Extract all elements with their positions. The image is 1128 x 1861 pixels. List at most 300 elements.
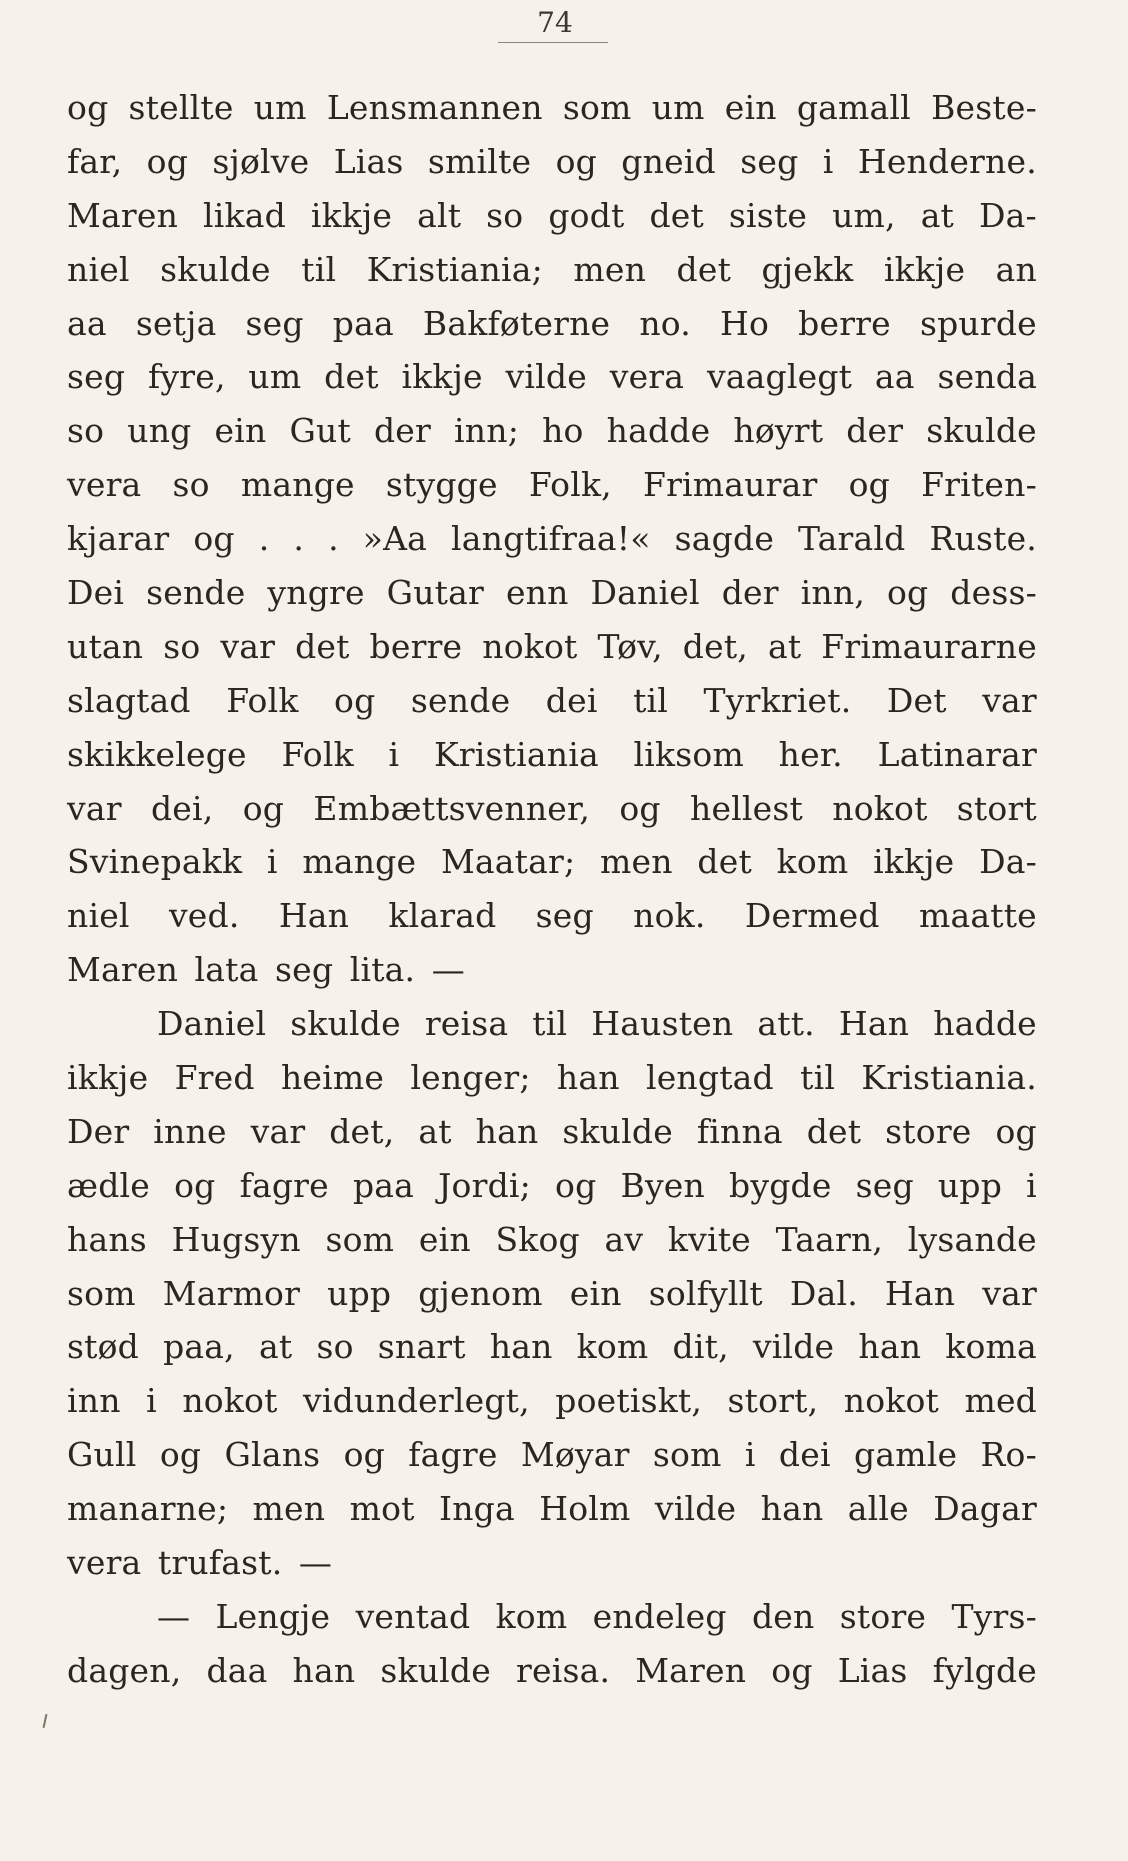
text-line (67, 950, 1037, 1004)
word: Daniel (157, 1004, 267, 1044)
word: Lensmannen (326, 88, 543, 127)
word: Tøv, (597, 626, 663, 666)
word: likad (202, 195, 286, 235)
word: dei (545, 680, 598, 720)
word: koma (945, 1327, 1037, 1367)
text-line (67, 357, 1037, 411)
word: heime (280, 1058, 385, 1098)
text-line (67, 1058, 1037, 1112)
word: mange (302, 842, 417, 882)
word: vera (67, 1543, 142, 1583)
word: mot (349, 1489, 415, 1529)
word: Han (838, 1004, 910, 1044)
word: so (486, 195, 524, 235)
word: an (995, 249, 1037, 289)
word: reisa (424, 1004, 509, 1044)
word: i (266, 842, 278, 882)
word: stellte (128, 88, 234, 127)
word: skikkelege (67, 734, 247, 774)
text-line (67, 1274, 1037, 1328)
word: »Aa (362, 519, 428, 559)
word: dit, (672, 1327, 729, 1367)
word: Frimaurar (642, 465, 818, 505)
text-line (67, 1112, 1037, 1166)
word: Inga (438, 1489, 515, 1529)
word: smilte (427, 141, 532, 181)
word: av (604, 1219, 644, 1259)
word: Glans (224, 1435, 321, 1475)
word: klarad (388, 896, 497, 936)
word: — (298, 1543, 333, 1583)
word: ikkje (883, 249, 966, 289)
word: hadde (933, 1004, 1037, 1044)
text-line (67, 1651, 1037, 1705)
word: Det (886, 680, 947, 720)
word: som (562, 88, 632, 127)
word: Maatar; (440, 842, 576, 882)
word: kjarar (67, 519, 170, 559)
word: lysande (907, 1219, 1037, 1259)
text-line (67, 573, 1037, 627)
word: og (343, 1435, 385, 1475)
word: Daniel (590, 573, 700, 613)
word: og (67, 88, 109, 127)
word: Gut (289, 411, 351, 451)
word: og (619, 788, 661, 828)
word: — (431, 950, 465, 990)
word: og (159, 1435, 202, 1475)
word: inn; (454, 411, 520, 451)
word: Folk (281, 734, 354, 774)
word: um (248, 357, 302, 397)
word: at (920, 195, 955, 235)
word: skulde (926, 411, 1037, 451)
word: det, (329, 1111, 395, 1151)
word: manarne; (67, 1489, 229, 1529)
word: vera (67, 465, 142, 505)
word: det (649, 195, 704, 235)
word: aa (67, 303, 107, 343)
word: i (146, 1381, 157, 1421)
word: seg (67, 357, 126, 397)
word: Holm (539, 1489, 631, 1529)
word: skulde (380, 1650, 491, 1690)
word: so (172, 465, 210, 505)
word: som (67, 1273, 136, 1313)
word: daa (206, 1650, 268, 1690)
word: Ro- (980, 1435, 1037, 1475)
word: solfyllt (648, 1273, 763, 1313)
word: til (800, 1058, 836, 1098)
word: seg (275, 950, 334, 990)
word: mange (240, 465, 355, 505)
text-line (67, 1435, 1037, 1489)
page-number: 74 (537, 6, 573, 39)
word: fylgde (932, 1650, 1037, 1690)
word: til (633, 680, 669, 720)
word: Han (278, 896, 350, 936)
word: stød (67, 1327, 139, 1367)
word: sagde (674, 519, 775, 559)
word: gamall (796, 88, 911, 127)
text-line (67, 681, 1037, 735)
word: nokot (182, 1381, 278, 1421)
word: . (258, 519, 270, 559)
word: att. (757, 1004, 815, 1044)
word: so (67, 411, 105, 451)
text-line (67, 1597, 1037, 1651)
word: fyre, (147, 357, 226, 397)
text-line (67, 1166, 1037, 1220)
word: skulde (562, 1111, 673, 1151)
word: vaaglegt (706, 357, 853, 397)
word: der (721, 573, 779, 613)
text-line (67, 1489, 1037, 1543)
word: poetiskt, (555, 1381, 703, 1421)
word: niel (67, 249, 130, 289)
word: reisa. (515, 1650, 611, 1690)
word: men (252, 1489, 326, 1529)
word: aa (874, 357, 915, 397)
word: Svinepakk (67, 842, 243, 882)
word: og (334, 680, 376, 720)
word: men (600, 842, 673, 882)
word: det (324, 357, 379, 397)
word: paa (332, 303, 394, 343)
word: nokot (482, 626, 578, 666)
word: Byen (620, 1165, 705, 1205)
word: no. (639, 303, 691, 343)
word: han (760, 1489, 824, 1529)
word: Jordi; (438, 1165, 531, 1205)
word: kvite (667, 1219, 751, 1259)
word: seg (855, 1165, 914, 1205)
text-line (67, 142, 1037, 196)
word: til (532, 1004, 568, 1044)
word: Maren (67, 195, 179, 235)
word: stort, (727, 1381, 819, 1421)
word: um, (832, 195, 896, 235)
word: lengtad (645, 1058, 774, 1098)
word: maatte (919, 896, 1037, 936)
word: ein (418, 1219, 471, 1259)
word: lenger; (410, 1058, 531, 1098)
word: Der (67, 1111, 130, 1151)
word: Bakføterne (422, 303, 611, 343)
word: ikkje (67, 1058, 149, 1098)
word: Da- (979, 842, 1037, 882)
word: liksom (633, 734, 744, 774)
word: ein (569, 1273, 622, 1313)
word: ædle (67, 1165, 151, 1205)
word: upp (327, 1273, 392, 1313)
word: i (388, 734, 400, 774)
word: seg (740, 141, 799, 181)
word: um (651, 88, 705, 127)
word: vilde (752, 1327, 835, 1367)
word: dagen, (67, 1650, 182, 1690)
word: i (822, 141, 834, 181)
word: og (555, 141, 597, 181)
word: Marmor (162, 1273, 301, 1313)
word: Embættsvenner, (313, 788, 591, 828)
word: og (555, 1165, 597, 1205)
word: far, (67, 141, 123, 181)
word: Møyar (520, 1435, 630, 1475)
word: han (475, 1111, 539, 1151)
text-line (67, 627, 1037, 681)
word: det (676, 249, 732, 289)
text-line (67, 1543, 1037, 1597)
word: lita. (349, 950, 416, 990)
word: lata (194, 950, 259, 990)
word: hadde (606, 411, 711, 451)
word: ikkje (401, 357, 483, 397)
word: Ho (720, 303, 770, 343)
word: utan (67, 626, 144, 666)
word: her. (778, 734, 843, 774)
word: Latinarar (877, 734, 1037, 774)
word: skulde (290, 1004, 401, 1044)
word: han (858, 1327, 922, 1367)
word: Taarn, (775, 1219, 884, 1259)
word: Kristiania. (861, 1058, 1037, 1098)
word: Hausten (591, 1004, 734, 1044)
word: seg (245, 303, 304, 343)
word: han (489, 1327, 553, 1367)
word: ventad (355, 1596, 471, 1636)
word: han (292, 1650, 356, 1690)
word: endeleg (592, 1596, 727, 1636)
word: gneid (621, 141, 716, 181)
word: um (253, 88, 307, 127)
text-line (67, 1381, 1037, 1435)
word: sende (146, 573, 246, 613)
word: hellest (689, 788, 804, 828)
word: var (220, 626, 276, 666)
word: so (163, 626, 201, 666)
word: og (242, 788, 285, 828)
word: stygge (385, 465, 498, 505)
word: upp (937, 1165, 1003, 1205)
word: ho (542, 411, 584, 451)
word: dess- (950, 573, 1037, 613)
body-text (67, 88, 1037, 1705)
word: Folk, (528, 465, 612, 505)
word: slagtad (67, 680, 191, 720)
word: og (193, 519, 235, 559)
word: det (295, 626, 350, 666)
word: inn (67, 1381, 121, 1421)
word: Henderne. (857, 141, 1037, 181)
word: stort (956, 788, 1037, 828)
word: dei, (150, 788, 214, 828)
word: og (771, 1650, 813, 1690)
word: paa, (163, 1327, 235, 1367)
word: nokot (832, 788, 928, 828)
word: Fred (174, 1058, 255, 1098)
word: det (806, 1111, 862, 1151)
word: var (982, 1273, 1037, 1313)
word: og (146, 141, 189, 181)
word: berre (369, 626, 463, 666)
word: at (418, 1111, 452, 1151)
word: so (316, 1327, 354, 1367)
word: Tyrkriet. (703, 680, 852, 720)
word: med (964, 1381, 1037, 1421)
word: Skog (495, 1219, 580, 1259)
word: Ruste. (929, 519, 1037, 559)
word: Tarald (798, 519, 906, 559)
word: inn, (800, 573, 866, 613)
word: godt (548, 195, 625, 235)
word: ung (127, 411, 192, 451)
word: nokot (843, 1381, 940, 1421)
word: fagre (239, 1165, 329, 1205)
word: Dal. (789, 1273, 858, 1313)
word: til (301, 249, 337, 289)
word: store (885, 1111, 972, 1151)
text-line (67, 250, 1037, 304)
word: Gutar (386, 573, 484, 613)
word: som (325, 1219, 395, 1259)
word: bygde (729, 1165, 832, 1205)
page-number-rule (498, 42, 608, 43)
word: Beste- (931, 88, 1037, 127)
word: der (846, 411, 904, 451)
text-line (67, 735, 1037, 789)
word: i (744, 1435, 756, 1475)
word: Folk (226, 680, 299, 720)
word: vera (609, 357, 685, 397)
word: alle (847, 1489, 909, 1529)
word: vilde (505, 357, 587, 397)
word: nok. (633, 896, 706, 936)
word: berre (798, 303, 891, 343)
word: paa (352, 1165, 415, 1205)
word: . (328, 519, 339, 559)
word: gjenom (418, 1273, 543, 1313)
word: der (373, 411, 432, 451)
text-line (67, 519, 1037, 573)
word: som (652, 1435, 722, 1475)
word: sjølve (212, 141, 310, 181)
word: ikkje (310, 195, 393, 235)
word: siste (728, 195, 808, 235)
word: store (839, 1596, 927, 1636)
word: kom (495, 1596, 568, 1636)
word: Kristiania; (366, 249, 543, 289)
text-line (67, 1327, 1037, 1381)
word: vidunderlegt, (303, 1381, 530, 1421)
word: gjekk (761, 249, 854, 289)
word: hans (67, 1219, 147, 1259)
word: trufast. (157, 1543, 283, 1583)
text-line (67, 411, 1037, 465)
word: Maren (67, 950, 179, 990)
word: at (767, 626, 802, 666)
word: Frimaurarne (821, 626, 1037, 666)
text-line (67, 1220, 1037, 1274)
word: yngre (267, 573, 365, 613)
word: var (250, 1111, 306, 1151)
word: enn (505, 573, 569, 613)
word: Lias (837, 1650, 908, 1690)
word: — (157, 1596, 191, 1636)
word: i (1026, 1165, 1037, 1205)
text-line (67, 896, 1037, 950)
word: ikkje (873, 842, 955, 882)
word: Han (884, 1273, 956, 1313)
word: ein (724, 88, 777, 127)
word: var (67, 788, 122, 828)
text-line (67, 88, 1037, 142)
word: Gull (67, 1435, 137, 1475)
word: dei (778, 1435, 831, 1475)
word: fagre (408, 1435, 498, 1475)
word: langtifraa!« (451, 519, 651, 559)
text-line (67, 842, 1037, 896)
word: vilde (654, 1489, 737, 1529)
word: Kristiania (433, 734, 599, 774)
word: Dagar (933, 1489, 1037, 1529)
text-line (67, 196, 1037, 250)
word: kom (576, 1327, 649, 1367)
word: høyrt (733, 411, 824, 451)
word: spurde (919, 303, 1037, 343)
word: ein (214, 411, 267, 451)
word: og (174, 1165, 216, 1205)
word: at (258, 1327, 293, 1367)
word: snart (377, 1327, 466, 1367)
word: og (995, 1111, 1037, 1151)
text-line (67, 789, 1037, 843)
word: senda (937, 357, 1037, 397)
word: den (751, 1596, 815, 1636)
text-line (67, 304, 1037, 358)
word: inne (153, 1111, 227, 1151)
word: han (556, 1058, 620, 1098)
word: Lengje (215, 1596, 331, 1636)
word: det, (682, 626, 748, 666)
word: ved. (168, 896, 240, 936)
word: kom (776, 842, 849, 882)
word: skulde (160, 249, 271, 289)
word: og (886, 573, 929, 613)
word: sende (410, 680, 511, 720)
word: seg (535, 896, 594, 936)
word: Dermed (744, 896, 880, 936)
word: niel (67, 896, 130, 936)
word: gamle (854, 1435, 958, 1475)
word: det (697, 842, 752, 882)
word: men (573, 249, 647, 289)
word: var (982, 680, 1037, 720)
word: Friten- (921, 465, 1037, 505)
word: . (293, 519, 305, 559)
text-line (67, 465, 1037, 519)
text-line (67, 1004, 1037, 1058)
word: Tyrs- (951, 1596, 1037, 1636)
word: setja (135, 303, 217, 343)
word: alt (417, 195, 462, 235)
word: Maren (635, 1650, 747, 1690)
stray-print-mark (43, 1714, 48, 1728)
word: og (848, 465, 890, 505)
word: finna (696, 1111, 783, 1151)
word: Lias (333, 141, 404, 181)
word: Hugsyn (171, 1219, 301, 1259)
